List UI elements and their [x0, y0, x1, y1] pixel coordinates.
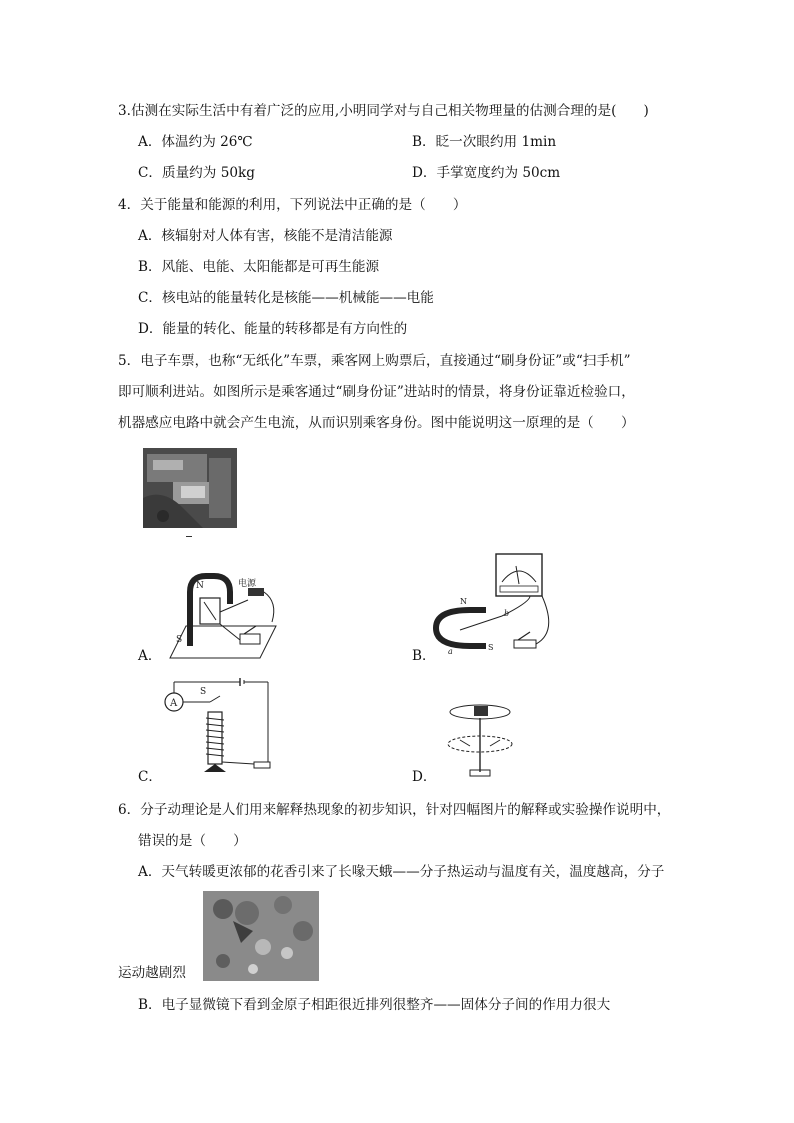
q6-option-a-continued: 运动越剧烈: [118, 965, 186, 981]
q5-fig-a-motor-diagram: [160, 562, 280, 666]
q3-stem: 3.估测在实际生活中有着广泛的应用,小明同学对与自己相关物理量的估测合理的是( ): [118, 103, 649, 119]
q5-fig-a-s-label: S: [176, 635, 183, 645]
q6-option-a: A．天气转暖更浓郁的花香引来了长喙天蛾——分子热运动与温度有关，温度越高，分子: [138, 864, 665, 880]
q5-fig-a-battery-label: 电源: [238, 579, 257, 589]
q6-stem-line2: 错误的是（ ）: [138, 833, 247, 849]
q3-option-b: B．眨一次眼约用 1min: [412, 134, 557, 150]
q4-option-a: A．核辐射对人体有害，核能不是清洁能源: [138, 228, 393, 244]
q5-stem-line2: 即可顺利进站。如图所示是乘客通过“刷身份证”进站时的情景，将身份证靠近检验口，: [118, 384, 635, 400]
q5-fig-b-generator-diagram: [430, 552, 570, 662]
q5-fig-b-b-label: b: [504, 609, 510, 618]
q4-stem: 4．关于能量和能源的利用，下列说法中正确的是（ ）: [118, 197, 467, 213]
q3-option-c: C．质量约为 50kg: [138, 165, 255, 181]
q5-fig-d-coil-diagram: [440, 700, 520, 780]
q4-option-c: C．核电站的能量转化是核能——机械能——电能: [138, 290, 434, 306]
q5-fig-a-n-label: N: [196, 581, 204, 591]
q5-stem-line3: 机器感应电路中就会产生电流，从而识别乘客身份。图中能说明这一原理的是（ ）: [118, 415, 635, 431]
q5-fig-c-s-label: S: [200, 687, 207, 697]
q5-photo-id-scan: [143, 448, 237, 528]
q5-fig-c-electromagnet-diagram: [160, 678, 280, 780]
q3-option-d: D．手掌宽度约为 50cm: [412, 165, 561, 181]
q5-fig-b-a-label: a: [448, 647, 453, 656]
q6-option-b: B．电子显微镜下看到金原子相距很近排列很整齐——固体分子间的作用力很大: [138, 997, 611, 1013]
q5-fig-c-ammeter-label: A: [170, 698, 178, 709]
q5-fig-b-label: B．: [412, 648, 436, 664]
q3-option-a: A．体温约为 26℃: [138, 134, 253, 150]
q4-option-b: B．风能、电能、太阳能都是可再生能源: [138, 259, 380, 275]
q5-fig-b-n-label: N: [460, 597, 467, 606]
q5-fig-a-label: A．: [138, 648, 162, 664]
q6-photo-hawk-moth: [203, 891, 319, 981]
q4-option-d: D．能量的转化、能量的转移都是有方向性的: [138, 321, 408, 337]
q5-fig-d-label: D．: [412, 769, 437, 785]
photo-caption-mark: [186, 536, 192, 537]
q5-fig-c-label: C．: [138, 769, 162, 785]
q5-fig-b-s-label: S: [488, 643, 494, 652]
q5-stem-line1: 5．电子车票，也称“无纸化”车票，乘客网上购票后，直接通过“刷身份证”或“扫手机”: [118, 353, 631, 369]
q6-stem-line1: 6．分子动理论是人们用来解释热现象的初步知识，针对四幅图片的解释或实验操作说明中，: [118, 802, 671, 818]
